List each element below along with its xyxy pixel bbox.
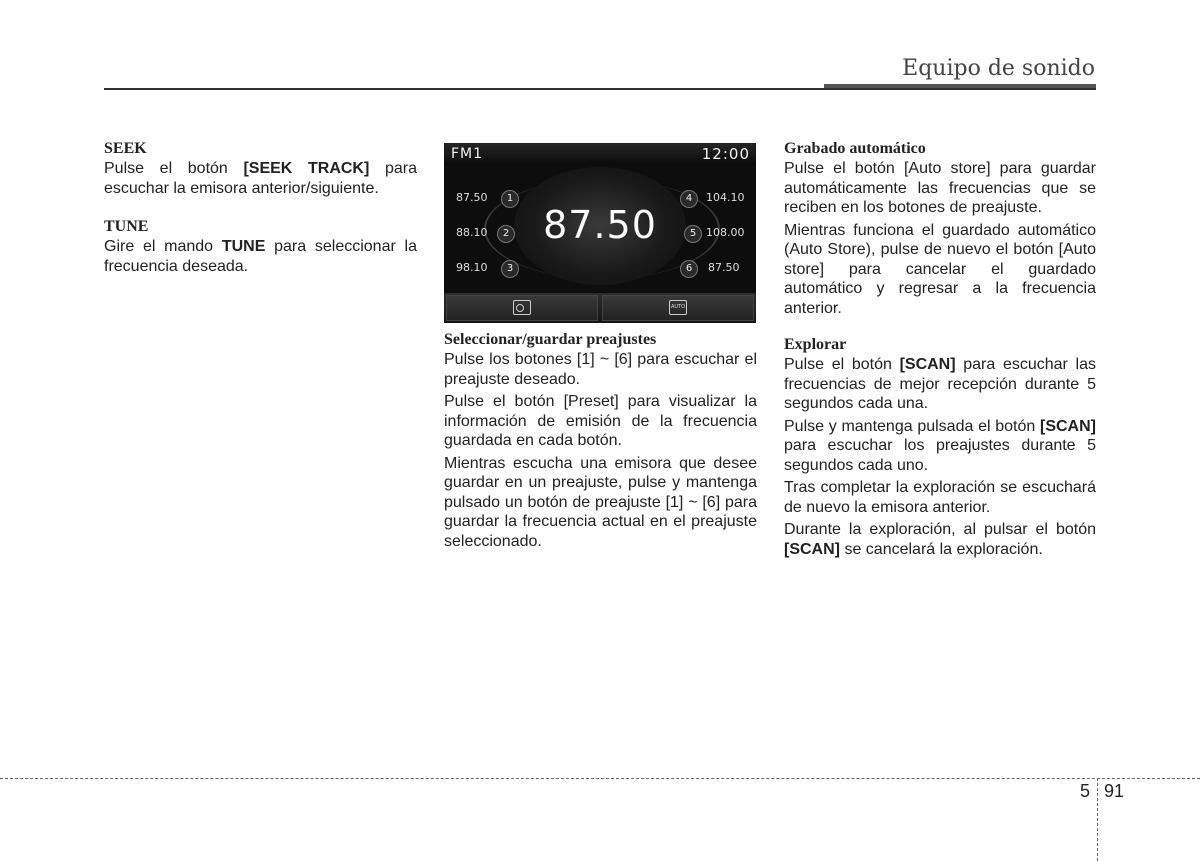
preset-5-freq: 108.00 [706,226,745,239]
scan-button-label: [SCAN] [1040,417,1096,435]
seek-paragraph [104,159,417,198]
preset-list-icon [513,300,531,315]
clock: 12:00 [701,145,750,163]
tune-paragraph [104,237,417,276]
scan-p2-pre: Pulse y mantenga pulsada el botón [784,417,1040,435]
auto-store-heading: Grabado automático [784,140,926,157]
auto-store-button[interactable] [602,295,754,321]
scan-paragraph-1 [784,355,1096,414]
auto-store-icon: AUTO [669,300,687,315]
preset-3-button[interactable]: 3 [501,260,519,278]
footer-divider [1097,778,1098,861]
page-header-title: Equipo de sonido [902,56,1095,81]
preset-1-button[interactable]: 1 [501,190,519,208]
seek-track-button-label: [SEEK TRACK] [243,160,370,177]
tune-knob-label: TUNE [221,238,266,255]
preset-2-freq: 88.10 [456,226,488,239]
preset-6-freq: 87.50 [708,261,740,274]
seek-text-post: para escuchar la emisora anterior/siguiente. [104,160,417,197]
scan-paragraph-3: Tras completar la exploración se escuchará de nuevo la emisora anterior. [784,479,1096,516]
preset-2-button[interactable]: 2 [497,225,515,243]
page-number: 91 [1104,781,1125,801]
tune-text-post: para seleccionar la frecuencia deseada. [104,238,417,275]
preset-1-freq: 87.50 [456,191,488,204]
preset-4-button[interactable]: 4 [680,190,698,208]
scan-button-label: [SCAN] [899,356,956,373]
preset-5-button[interactable]: 5 [684,225,702,243]
header-rule [104,88,1096,90]
screen-topbar [444,143,756,165]
presets-heading: Seleccionar/guardar preajustes [444,331,657,348]
preset-3-freq: 98.10 [456,261,488,274]
preset-6-button[interactable]: 6 [680,260,698,278]
scan-button-label: [SCAN] [784,540,840,558]
section-number: 5 [1080,781,1091,801]
scan-paragraph-4 [784,520,1096,559]
radio-screen-image [444,143,756,323]
scan-p1-pre: Pulse el botón [784,356,900,373]
footer-rule [0,778,1200,779]
tune-text-pre: Gire el mando [104,238,222,255]
column-middle [444,330,757,554]
scan-paragraph-2 [784,417,1096,476]
band-label: FM1 [451,146,484,162]
current-frequency: 87.50 [543,203,657,247]
scan-p4-pre: Durante la exploración, al pulsar el botón [784,521,1096,538]
preset-4-freq: 104.10 [706,191,745,204]
preset-list-button[interactable] [446,295,598,321]
column-right [784,139,1096,562]
scan-p1-post: para escuchar las frecuencias de mejor recepción durante 5 segundos cada una. [784,356,1096,412]
seek-heading: SEEK [104,140,147,157]
scan-heading: Explorar [784,336,847,353]
auto-store-paragraph-1: Pulse el botón [Auto store] para guardar automáticamente las frecuencias que se reciben en los botones de preajuste. [784,160,1096,216]
scan-p2-post: para escuchar los preajustes durante 5 segundos cada uno. [784,437,1096,474]
presets-paragraph-3: Mientras escucha una emisora que desee guardar en un preajuste, pulse y mantenga pulsado un botón de preajuste [1] ~ [6] para guardar la frecuencia actual en el preajuste seleccionado. [444,454,757,550]
scan-p4-post: se cancelará la exploración. [840,540,1043,558]
seek-text-pre: Pulse el botón [104,160,244,177]
presets-paragraph-1: Pulse los botones [1] ~ [6] para escuchar el preajuste deseado. [444,351,757,388]
screen-bottom-bar [444,293,756,323]
tune-heading: TUNE [104,218,149,235]
presets-paragraph-2: Pulse el botón [Preset] para visualizar la información de emisión de la frecuencia guardada en cada botón. [444,393,757,449]
auto-store-paragraph-2: Mientras funciona el guardado automático (Auto Store), pulse de nuevo el botón [Auto store] para cancelar el guardado automático y regresar a la frecuencia anterior. [784,221,1096,317]
column-left [104,139,417,279]
